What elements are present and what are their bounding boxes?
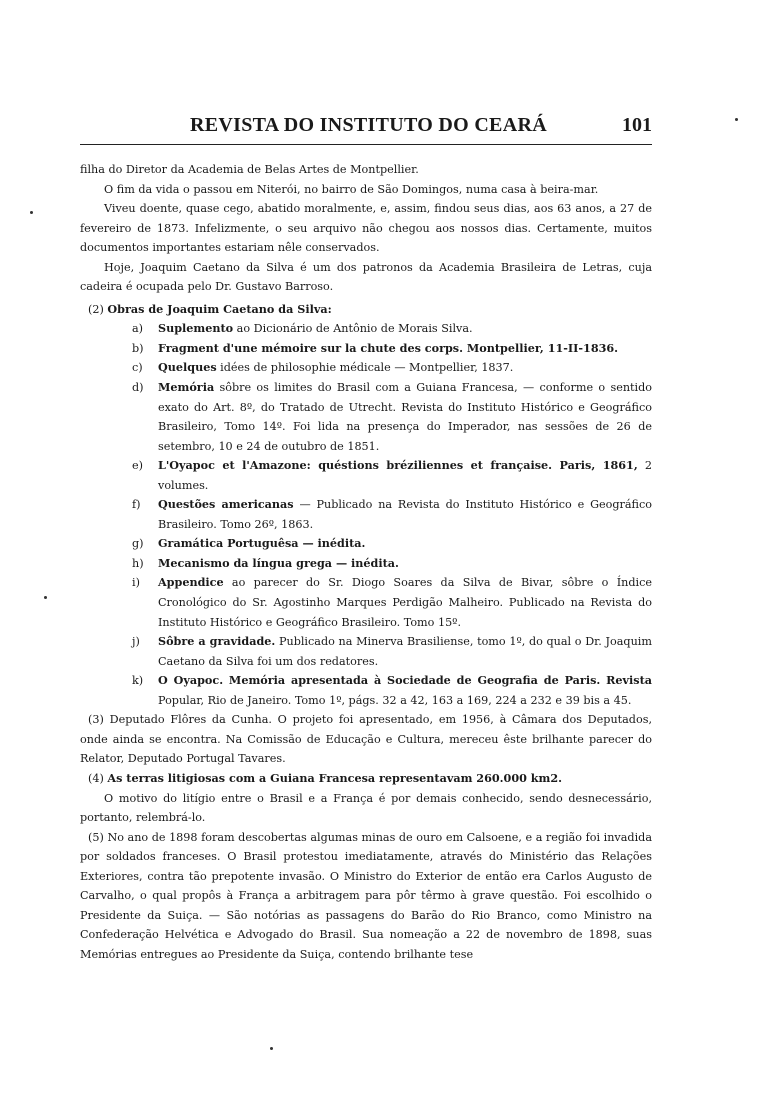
page-number: 101: [622, 114, 652, 136]
scan-speck: [44, 596, 47, 599]
work-label: h): [132, 556, 144, 570]
footnote-text: As terras litigiosas com a Guiana Francesa representavam 260.000 km2.: [107, 770, 563, 785]
running-header: [80, 112, 652, 145]
work-title: Questões americanas: [158, 497, 294, 512]
work-title: L'Oyapoc et l'Amazone: quéstions bréziliennes et française. Paris, 1861,: [158, 458, 638, 473]
work-label: j): [132, 635, 140, 649]
footnote-label: (2): [88, 302, 104, 316]
work-item: [80, 573, 652, 632]
work-label: b): [132, 341, 144, 355]
work-text: [158, 319, 652, 339]
work-label: f): [132, 498, 141, 512]
footnote-text: Obras de Joaquim Caetano da Silva:: [107, 301, 332, 316]
work-item: [80, 456, 652, 495]
work-label: i): [132, 576, 140, 590]
work-label: e): [132, 459, 143, 473]
scan-speck: [735, 118, 738, 121]
work-item: [80, 319, 652, 339]
paragraph: Viveu doente, quase cego, abatido moralmente, e, assim, findou seus dias, aos 63 anos, a 27 de fevereiro de 1873. Infelizmente, o seu arquivo não chegou aos nossos dias. Certamente, muitos documentos importantes estariam nêle conservados.: [80, 202, 652, 255]
work-details: ao Dicionário de Antônio de Morais Silva.: [233, 322, 473, 336]
work-text: [158, 573, 652, 632]
work-item: [80, 534, 652, 554]
work-text: [158, 632, 652, 671]
work-details: ao parecer do Sr. Diogo Soares da Silva de Bivar, sôbre o Índice Cronológico do Sr. Agostinho Marques Perdigão Malheiro. Publicado na Revista do Instituto Histórico e Geográfico Brasileiro. Tomo 15º.: [158, 576, 652, 629]
work-details: Publicado na Minerva Brasiliense, tomo 1º, do qual o Dr. Joaquim Caetano da Silva foi um dos redatores.: [158, 635, 652, 668]
paragraph: O motivo do litígio entre o Brasil e a França é por demais conhecido, sendo desnecessário, portanto, relembrá-lo.: [80, 791, 652, 825]
footnote-4: [80, 769, 652, 789]
work-label: g): [132, 537, 144, 551]
work-item: [80, 339, 652, 359]
footnote-text: No ano de 1898 foram descobertas algumas minas de ouro em Calsoene, e a região foi invadida por soldados franceses. O Brasil protestou imediatamente, através do Ministério das Relações Exteriores, contra tão prepotente invasão. O Ministro do Exterior de então era Carlos Augusto de Carvalho, o qual propôs à França a arbitragem para pôr têrmo à grave questão. Foi escolhido o Presidente da Suiça. — São notórias as passagens do Barão do Rio Branco, como Ministro na Confederação Helvética e Advogado do Brasil. Sua nomeação a 22 de novembro de 1898, suas Memórias entregues ao Presidente da Suiça, contendo brilhante tese: [80, 830, 652, 961]
works-list: [80, 319, 652, 710]
work-text: [158, 358, 652, 378]
work-item: [80, 554, 652, 574]
work-item: [80, 671, 652, 710]
page-body: [80, 160, 652, 964]
work-label: a): [132, 322, 144, 336]
work-title: Appendice: [158, 575, 224, 590]
work-item: [80, 632, 652, 671]
work-details: idées de philosophie médicale — Montpellier, 1837.: [216, 361, 514, 375]
work-text: [158, 495, 652, 534]
work-label: d): [132, 381, 144, 395]
journal-title: REVISTA DO INSTITUTO DO CEARÁ: [190, 114, 547, 136]
work-title: Mecanismo da língua grega — inédita.: [158, 555, 399, 570]
work-label: k): [132, 674, 144, 688]
work-title: Memória: [158, 380, 215, 395]
footnote-3: [80, 710, 652, 769]
work-title: Fragment d'une mémoire sur la chute des corps. Montpellier, 11-II-1836.: [158, 340, 619, 355]
work-title: Sôbre a gravidade.: [158, 634, 276, 649]
footnote-2: [80, 300, 652, 320]
paragraph: filha do Diretor da Academia de Belas Artes de Montpellier.: [80, 163, 419, 176]
work-text: [158, 378, 652, 456]
footnote-label: (4): [88, 771, 104, 785]
work-text: [158, 671, 652, 710]
work-details: sôbre os limites do Brasil com a Guiana Francesa, — conforme o sentido exato do Art. 8º, do Tratado de Utrecht. Revista do Instituto Histórico e Geográfico Brasileiro, Tomo 14º. Foi lida na presença do Imperador, nas sessões de 26 de setembro, 10 e 24 de outubro de 1851.: [158, 381, 652, 453]
work-text: [158, 534, 652, 554]
work-title: Suplemento: [158, 321, 234, 336]
footnote-label: (5): [88, 830, 104, 844]
work-item: [80, 378, 652, 456]
work-item: [80, 358, 652, 378]
work-details: 2 volumes.: [158, 459, 652, 492]
paragraph: O fim da vida o passou em Niterói, no bairro de São Domingos, numa casa à beira-mar.: [104, 182, 599, 196]
work-details: — Publicado na Revista do Instituto Histórico e Geográfico Brasileiro. Tomo 26º, 1863.: [158, 498, 652, 531]
work-item: [80, 495, 652, 534]
work-title: Quelques: [158, 360, 217, 375]
scan-speck: [270, 1047, 273, 1050]
work-details: Popular, Rio de Janeiro. Tomo 1º, págs. 32 a 42, 163 a 169, 224 a 232 e 39 bis a 45.: [158, 693, 632, 707]
work-text: [158, 456, 652, 495]
work-text: [158, 554, 652, 574]
scan-speck: [30, 211, 33, 214]
work-title: O Oyapoc. Memória apresentada à Sociedade de Geografia de Paris. Revista: [158, 673, 652, 688]
footnote-text: Deputado Flôres da Cunha. O projeto foi apresentado, em 1956, à Câmara dos Deputados, onde ainda se encontra. Na Comissão de Educação e Cultura, mereceu êste brilhante parecer do Relator, Deputado Portugal Tavares.: [80, 713, 653, 766]
footnote-5: [80, 828, 652, 965]
paragraph: Hoje, Joaquim Caetano da Silva é um dos patronos da Academia Brasileira de Letras, cuja cadeira é ocupada pelo Dr. Gustavo Barroso.: [80, 260, 652, 294]
work-title: Gramática Portuguêsa — inédita.: [158, 536, 366, 551]
footnote-label: (3): [88, 713, 104, 727]
work-label: c): [132, 361, 143, 375]
work-text: [158, 339, 652, 359]
journal-page: [80, 112, 652, 964]
